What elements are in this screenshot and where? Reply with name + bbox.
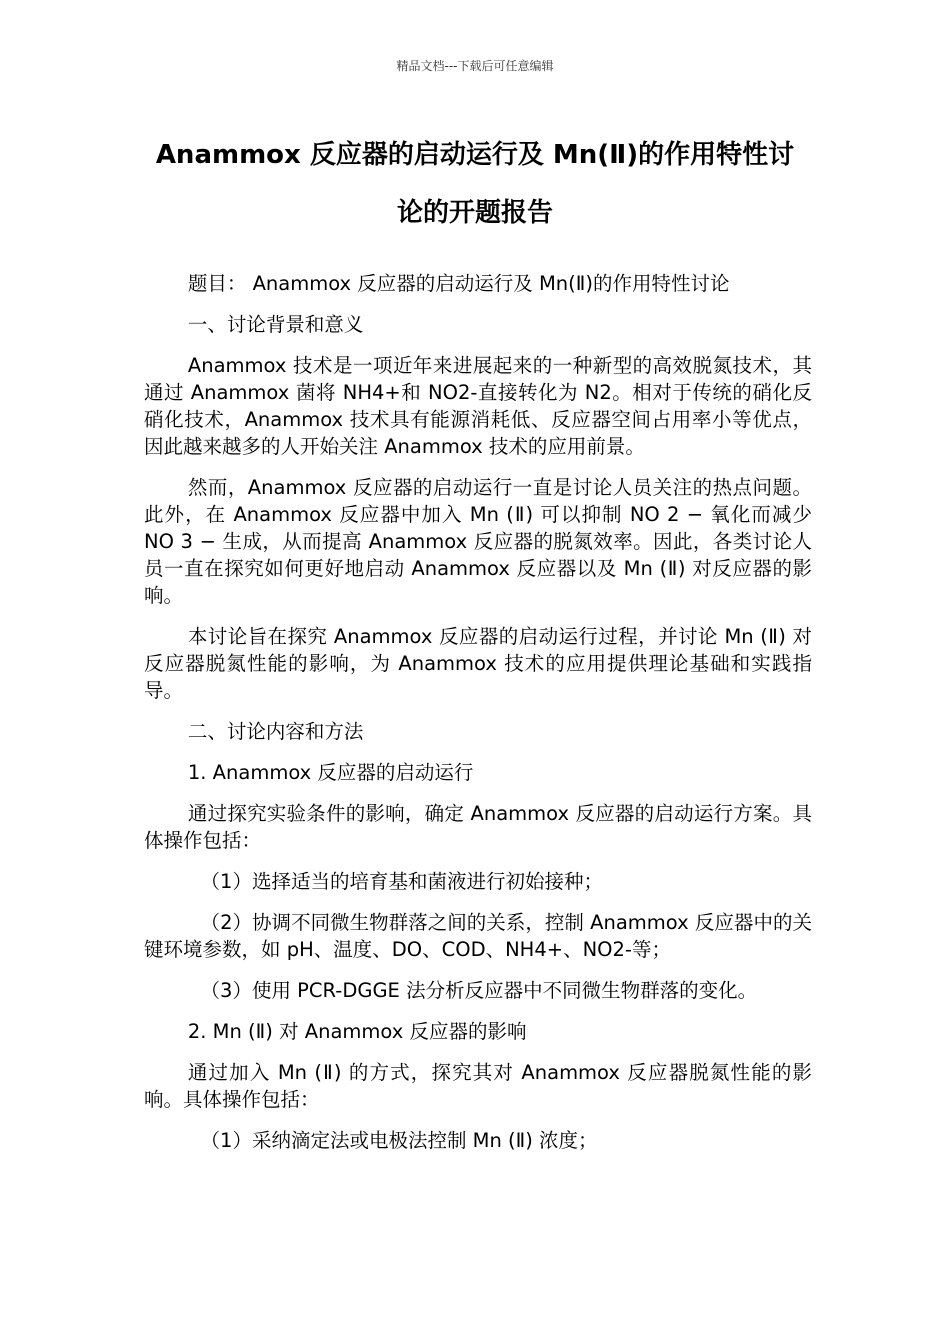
document-title-line-2: 论的开题报告 [396,198,553,228]
list-item-mn-1: （1）采纳滴定法或电极法控制 Mn (Ⅱ) 浓度； [200,1129,598,1152]
subsection-heading-startup: 1. Anammox 反应器的启动运行 [187,761,474,784]
paragraph-background-2: 然而，Anammox 反应器的启动运行一直是讨论人员关注的热点问题。此外，在 Anammox 反应器中加入 Mn (Ⅱ) 可以抑制 NO 2 − 氧化而减少 NO 3 − 生成，从而提高 Anammox 反应器的脱氮效率。因此，各类讨论人员一直在探究如何更好地启动 Anammox 反应器以及 Mn (Ⅱ) 对反应器的影响。 [144,476,812,607]
paragraph-mn-intro: 通过加入 Mn (Ⅱ) 的方式，探究其对 Anammox 反应器脱氮性能的影响。具体操作包括： [144,1061,812,1111]
list-item-startup-2: （2）协调不同微生物群落之间的关系，控制 Anammox 反应器中的关键环境参数，如 pH、温度、DO、COD、NH4+、NO2-等； [144,911,812,961]
paragraph-background-3: 本讨论旨在探究 Anammox 反应器的启动运行过程，并讨论 Mn (Ⅱ) 对反应器脱氮性能的影响，为 Anammox 技术的应用提供理论基础和实践指导。 [144,625,812,702]
header-note: 精品文档---下载后可任意编辑 [396,59,554,73]
paragraph-startup-intro: 通过探究实验条件的影响，确定 Anammox 反应器的启动运行方案。具体操作包括： [144,802,812,852]
paragraph-background-1: Anammox 技术是一项近年来进展起来的一种新型的高效脱氮技术，其通过 Anammox 菌将 NH4+和 NO2-直接转化为 N2。相对于传统的硝化反硝化技术，Anammox 技术具有能源消耗低、反应器空间占用率小等优点，因此越来越多的人开始关注 Anammox 技术的应用前景。 [144,354,812,458]
document-title-line-1: Anammox 反应器的启动运行及 Mn(Ⅱ)的作用特性讨 [155,140,795,170]
section-heading-methods: 二、讨论内容和方法 [187,720,364,743]
document-body [144,270,812,1168]
section-heading-background: 一、讨论背景和意义 [187,313,364,336]
topic-line: 题目： Anammox 反应器的启动运行及 Mn(Ⅱ)的作用特性讨论 [187,272,730,295]
list-item-startup-3: （3）使用 PCR-DGGE 法分析反应器中不同微生物群落的变化。 [200,979,758,1002]
subsection-heading-mn: 2. Mn (Ⅱ) 对 Anammox 反应器的影响 [187,1020,527,1043]
list-item-startup-1: （1）选择适当的培育基和菌液进行初始接种； [200,870,603,893]
